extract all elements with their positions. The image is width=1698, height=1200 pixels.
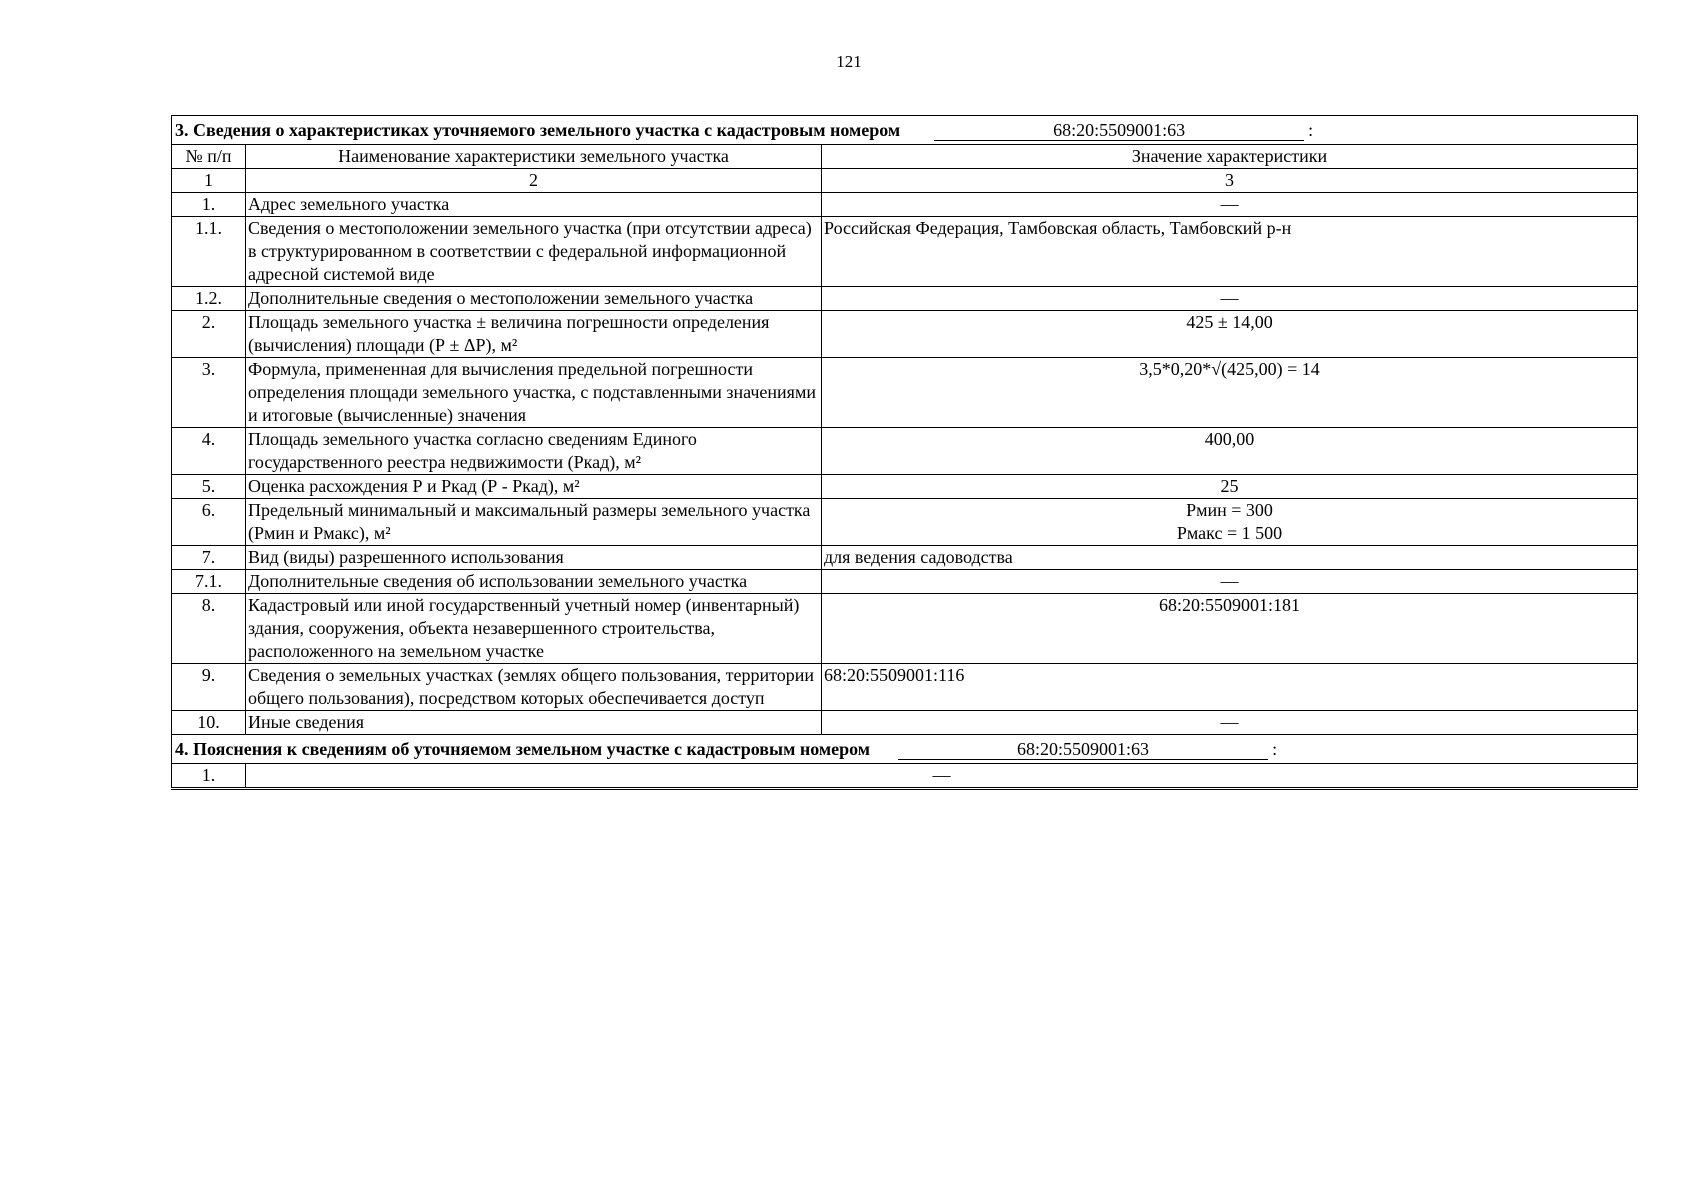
row-characteristic-name: Предельный минимальный и максимальный размеры земельного участка (Рмин и Рмакс), м² [246,499,822,546]
section-4-title-row [172,735,1638,764]
column-header-row [172,145,1638,169]
header-value: Значение характеристики [822,145,1638,169]
row-characteristic-value: для ведения садоводства [822,546,1638,570]
table-row [172,311,1638,358]
row-characteristic-name: Дополнительные сведения об использовании земельного участка [246,570,822,594]
row-characteristic-value: 3,5*0,20*√(425,00) = 14 [822,358,1638,428]
row-characteristic-name: Дополнительные сведения о местоположении земельного участка [246,287,822,311]
row-characteristic-name: Площадь земельного участка ± величина погрешности определения (вычисления) площади (Р ± ΔР), м² [246,311,822,358]
row-characteristic-value: — [822,570,1638,594]
section-4-row-num: 1. [172,764,246,789]
row-number: 1.2. [172,287,246,311]
section-4-title: 4. Пояснения к сведениям об уточняемом земельном участке с кадастровым номером [175,738,871,759]
section-3-title-row [172,116,1638,145]
table-row [172,570,1638,594]
row-characteristic-value: Российская Федерация, Тамбовская область, Тамбовский р-н [822,217,1638,287]
table-row [172,664,1638,711]
header-num: № п/п [172,145,246,169]
row-number: 9. [172,664,246,711]
table-row [172,217,1638,287]
row-value-line-2: Рмакс = 1 500 [1176,523,1283,543]
row-characteristic-value: 68:20:5509001:116 [822,664,1638,711]
column-number-row [172,169,1638,193]
row-characteristic-value [822,499,1638,546]
row-number: 8. [172,594,246,664]
table-row [172,358,1638,428]
row-number: 1. [172,193,246,217]
section-4-row-value: — [246,764,1638,789]
header-name: Наименование характеристики земельного участка [246,145,822,169]
row-characteristic-value: 25 [822,475,1638,499]
table-row [172,475,1638,499]
row-characteristic-value: 68:20:5509001:181 [822,594,1638,664]
row-characteristic-name: Сведения о местоположении земельного участка (при отсутствии адреса) в структурированном в соответствии с федеральной информационной адресной системой виде [246,217,822,287]
row-characteristic-name: Кадастровый или иной государственный учетный номер (инвентарный) здания, сооружения, объекта незавершенного строительства, расположенного на земельном участке [246,594,822,664]
table-row [172,193,1638,217]
row-characteristic-value: 400,00 [822,428,1638,475]
section-4-cadastral-number: 68:20:5509001:63 [898,739,1268,760]
row-number: 2. [172,311,246,358]
table-row [172,546,1638,570]
table-row [172,594,1638,664]
table-row [172,499,1638,546]
section-4-row [172,764,1638,789]
section-3-title-cell [172,116,1638,145]
row-characteristic-name: Иные сведения [246,711,822,735]
row-value-line-1: Рмин = 300 [1186,500,1273,520]
section-4-title-cell [172,735,1638,764]
row-number: 7.1. [172,570,246,594]
section-4-colon: : [1272,738,1278,759]
row-number: 10. [172,711,246,735]
header-num-2: 2 [246,169,822,193]
row-number: 5. [172,475,246,499]
row-characteristic-name: Сведения о земельных участках (землях общего пользования, территории общего пользования), посредством которых обеспечивается доступ [246,664,822,711]
row-characteristic-name: Вид (виды) разрешенного использования [246,546,822,570]
section-3-colon: : [1308,119,1314,140]
row-number: 3. [172,358,246,428]
characteristics-rows [172,193,1638,735]
row-characteristic-name: Площадь земельного участка согласно сведениям Единого государственного реестра недвижимости (Ркад), м² [246,428,822,475]
row-number: 6. [172,499,246,546]
table-row [172,428,1638,475]
section-3-cadastral-number: 68:20:5509001:63 [934,120,1304,141]
row-number: 4. [172,428,246,475]
row-characteristic-name: Оценка расхождения Р и Ркад (Р - Ркад), м² [246,475,822,499]
table-row [172,711,1638,735]
row-number: 1.1. [172,217,246,287]
header-num-3: 3 [822,169,1638,193]
page-number: 121 [836,52,862,71]
row-characteristic-value: — [822,711,1638,735]
row-characteristic-value: — [822,193,1638,217]
row-characteristic-value: — [822,287,1638,311]
row-characteristic-name: Формула, примененная для вычисления предельной погрешности определения площади земельного участка, с подставленными значениями и итоговые (вычисленные) значения [246,358,822,428]
row-number: 7. [172,546,246,570]
table-row [172,287,1638,311]
row-characteristic-name: Адрес земельного участка [246,193,822,217]
land-plot-characteristics-table [171,115,1638,790]
section-3-title: 3. Сведения о характеристиках уточняемого земельного участка с кадастровым номером [175,119,901,140]
row-characteristic-value: 425 ± 14,00 [822,311,1638,358]
header-num-1: 1 [172,169,246,193]
